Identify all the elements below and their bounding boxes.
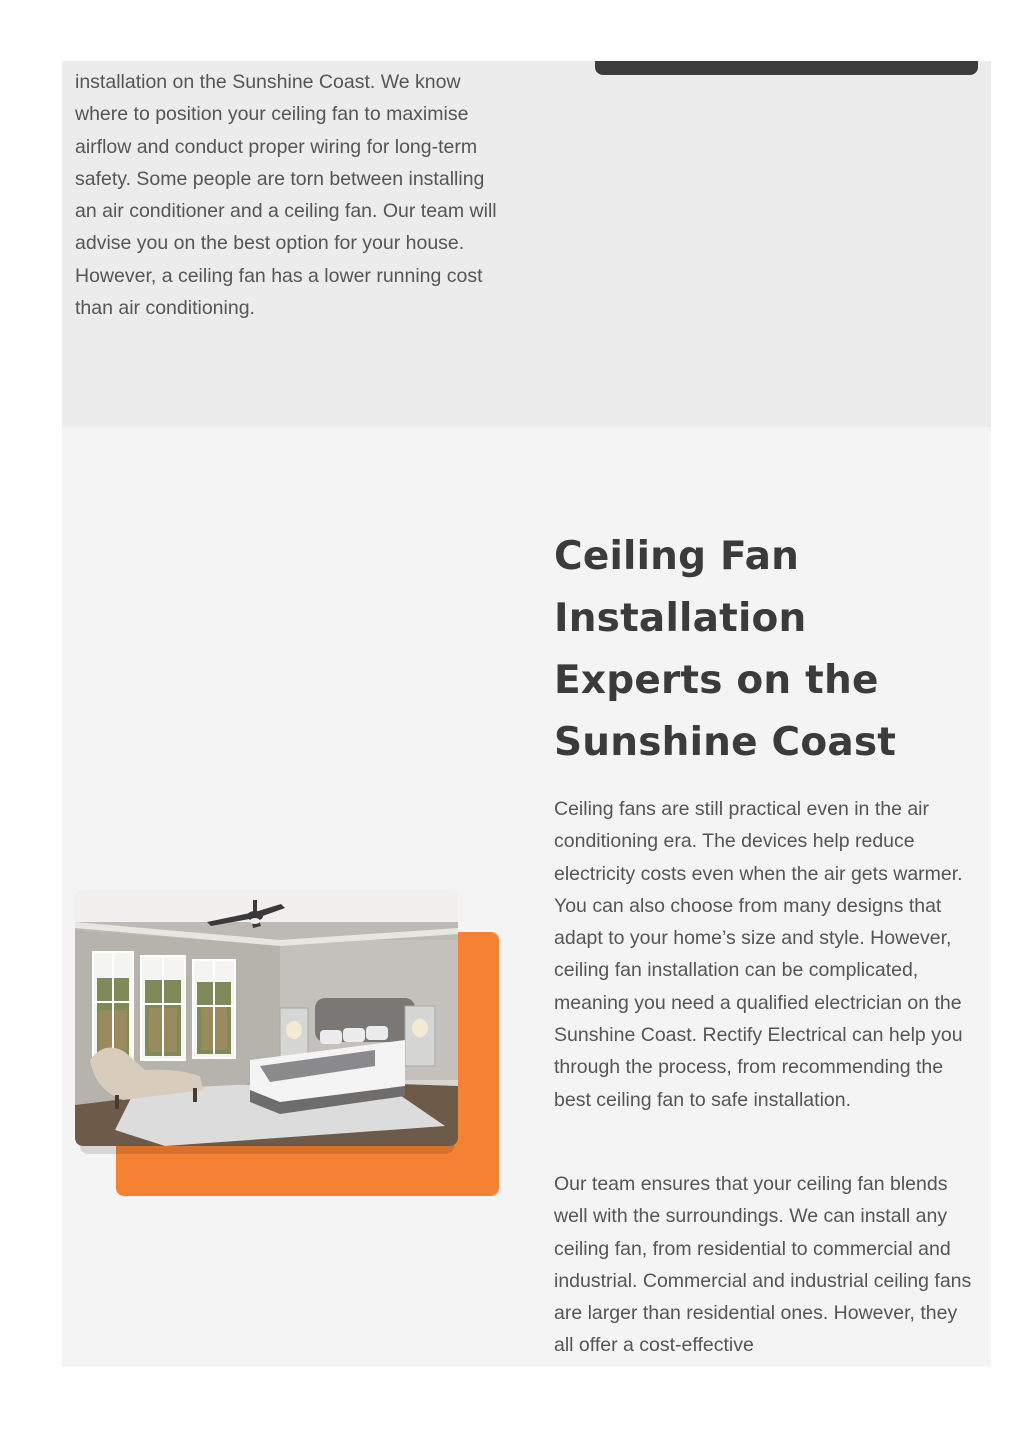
dark-bar-edge xyxy=(595,61,978,75)
section-paragraph-1: Ceiling fans are still practical even in the air conditioning era. The devices help reduce electricity costs even when the air gets warmer. You can also choose from many designs that adapt to your home’s size and style. However, ceiling fan installation can be complicated, meaning you need a qualified electrician on the Sunshine Coast. Rectify Electrical can help you through the process, from recommending the best ceiling fan to safe installation. xyxy=(554,798,963,1111)
top-section-paragraph: installation on the Sunshine Coast. We know where to position your ceiling fan to maximise airflow and conduct proper wiring for long-term safety. Some people are torn between installing an air conditioner and a ceiling fan. Our team will advise you on the best option for your house. However, a ceiling fan has a lower running cost than air conditioning. xyxy=(75,71,497,320)
section-heading: Ceiling Fan Installation Experts on the Sunshine Coast xyxy=(554,534,897,765)
section-paragraph-2: Our team ensures that your ceiling fan blends well with the surroundings. We can install any ceiling fan, from residential to commercial and industrial. Commercial and industrial ceiling fans are larger than residential ones. However, they all offer a cost-effective xyxy=(554,1173,972,1357)
bedroom-ceiling-fan-photo xyxy=(75,890,458,1146)
